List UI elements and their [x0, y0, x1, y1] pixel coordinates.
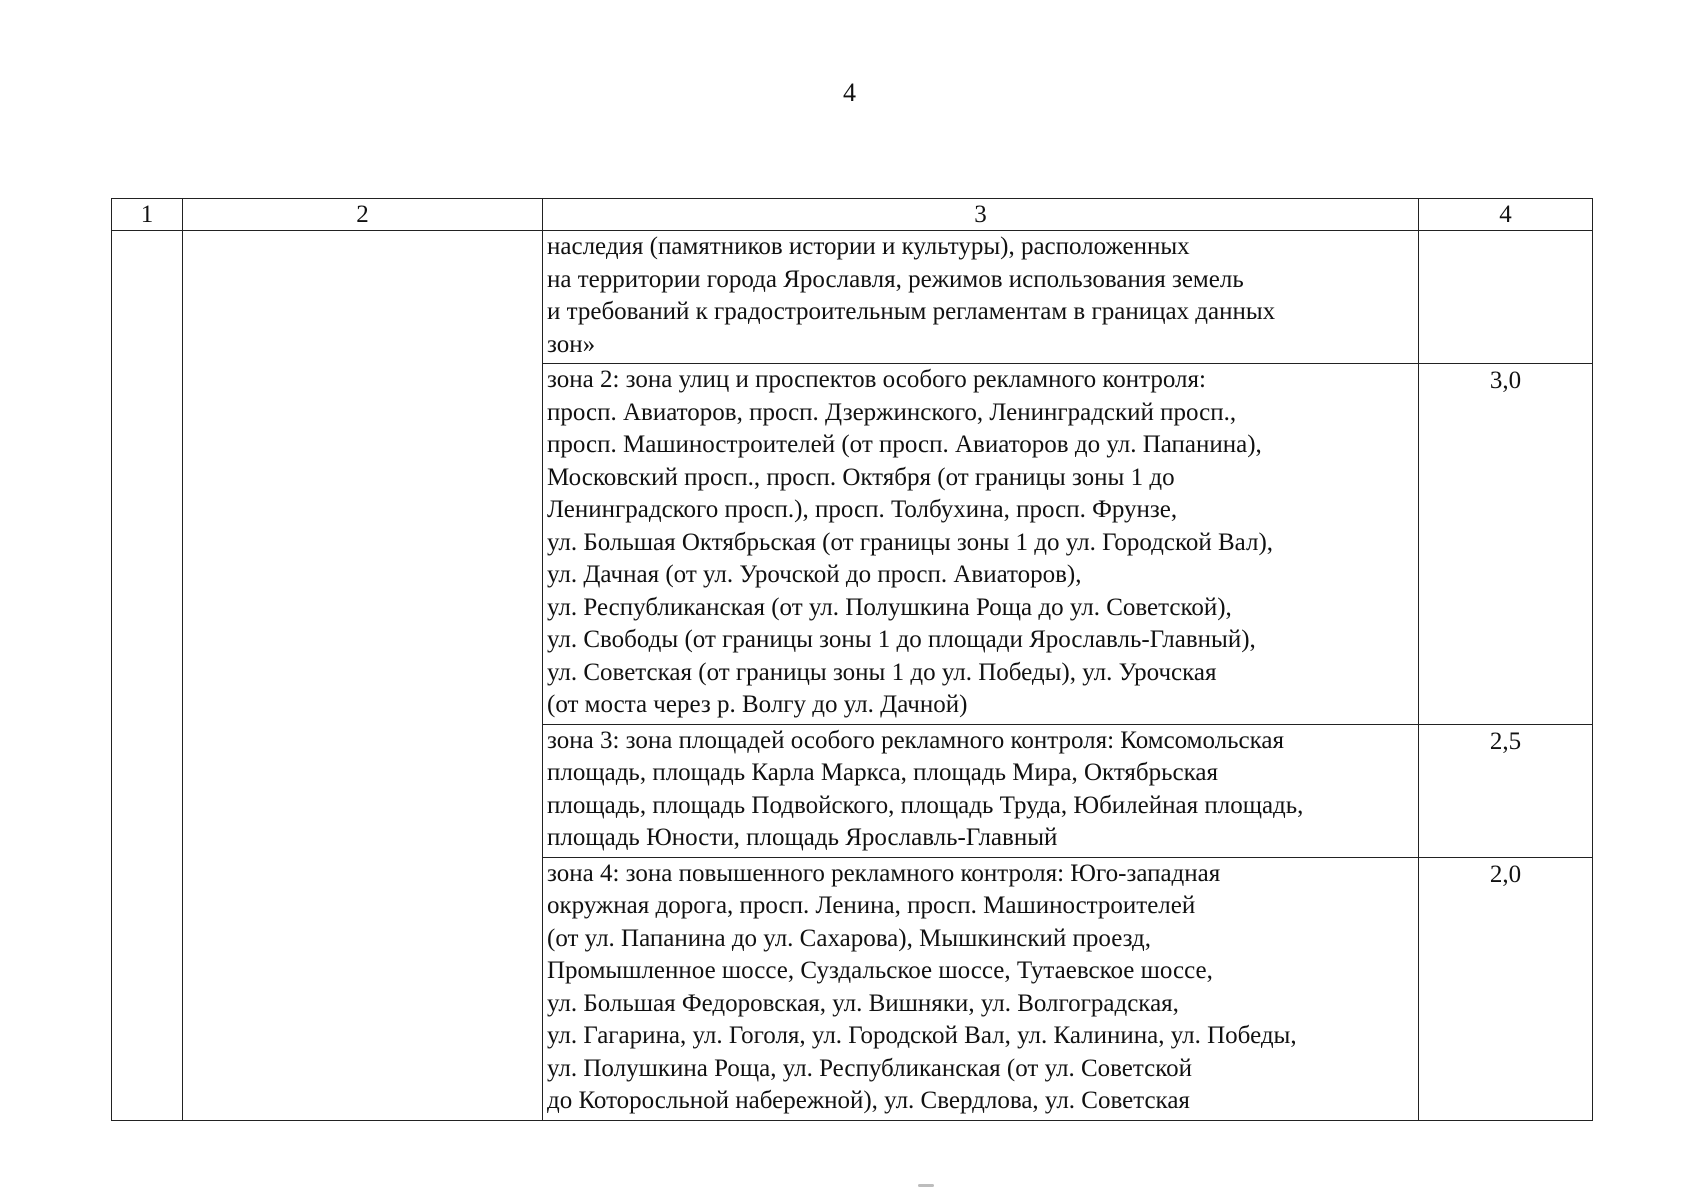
name-cell [183, 231, 543, 1121]
coefficient-value: 3,0 [1489, 367, 1522, 394]
coefficient-cell [1419, 724, 1593, 857]
text-line: ул. Большая Федоровская, ул. Вишняки, ул. Волгоградская, [547, 989, 1179, 1017]
text-line: ул. Свободы (от границы зоны 1 до площади Ярославль-Главный), [547, 626, 1256, 653]
zone-description-cell [543, 364, 1419, 725]
text-line: зона 2: зона улиц и проспектов особого рекламного контроля: [547, 366, 1206, 393]
number-cell [112, 231, 183, 1121]
text-line: окружная дорога, просп. Ленина, просп. Машиностроителей [547, 892, 1196, 919]
text-line: зона 4: зона повышенного рекламного контроля: Юго-западная [547, 859, 1221, 887]
text-line: ул. Советская (от границы зоны 1 до ул. Победы), ул. Урочская [547, 658, 1217, 686]
zone-description-cell [543, 231, 1419, 364]
text-line: (от моста через р. Волгу до ул. Дачной) [547, 691, 968, 718]
coefficient-value: 2,5 [1489, 727, 1522, 755]
text-line: площадь, площадь Карла Маркса, площадь Мира, Октябрьская [547, 759, 1218, 786]
coefficient-cell [1419, 857, 1593, 1120]
text-line: зон» [547, 330, 596, 358]
zone-description [543, 725, 1418, 857]
text-line: Московский просп., просп. Октября (от границы зоны 1 до [547, 463, 1175, 491]
text-line: площадь, площадь Подвойского, площадь Труда, Юбилейная площадь, [547, 791, 1304, 819]
column-number-4: 4 [1419, 199, 1593, 231]
text-line: просп. Авиаторов, просп. Дзержинского, Ленинградский просп., [547, 398, 1237, 426]
text-line: ул. Республиканская (от ул. Полушкина Роща до ул. Советской), [547, 593, 1232, 621]
text-line: ул. Дачная (от ул. Урочской до просп. Авиаторов), [547, 561, 1082, 588]
text-line: площадь Юности, площадь Ярославль-Главный [547, 824, 1058, 851]
text-line: на территории города Ярославля, режимов использования земель [547, 265, 1244, 293]
coefficient-value: 2,0 [1489, 860, 1522, 888]
zone-description [543, 231, 1418, 363]
zone-description [543, 858, 1418, 1120]
scan-artifact [918, 1184, 934, 1187]
page-number: 4 [843, 78, 856, 107]
text-line: просп. Машиностроителей (от просп. Авиаторов до ул. Папанина), [547, 431, 1262, 458]
zone-description [543, 364, 1418, 724]
coefficient-cell [1419, 364, 1593, 725]
text-line: ул. Полушкина Роща, ул. Республиканская (от ул. Советской [547, 1054, 1192, 1082]
table-row [112, 231, 1593, 364]
text-line: наследия (памятников истории и культуры), расположенных [547, 233, 1190, 260]
coefficient-cell [1419, 231, 1593, 364]
text-line: ул. Большая Октябрьская (от границы зоны 1 до ул. Городской Вал), [547, 528, 1274, 556]
text-line: (от ул. Папанина до ул. Сахарова), Мышкинский проезд, [547, 924, 1152, 952]
text-line: до Которосльной набережной), ул. Свердлова, ул. Советская [547, 1087, 1190, 1114]
zones-table [111, 198, 1593, 1121]
column-number-2: 2 [183, 199, 543, 231]
text-line: Ленинградского просп.), просп. Толбухина, просп. Фрунзе, [547, 496, 1178, 523]
table-header-row [112, 199, 1593, 231]
text-line: ул. Гагарина, ул. Гоголя, ул. Городской Вал, ул. Калинина, ул. Победы, [547, 1022, 1297, 1049]
text-line: зона 3: зона площадей особого рекламного контроля: Комсомольская [547, 726, 1285, 754]
column-number-1: 1 [112, 199, 183, 231]
coefficient-value [1419, 231, 1592, 232]
column-number-3: 3 [543, 199, 1419, 231]
text-line: Промышленное шоссе, Суздальское шоссе, Тутаевское шоссе, [547, 957, 1213, 984]
zone-description-cell [543, 857, 1419, 1120]
zone-description-cell [543, 724, 1419, 857]
text-line: и требований к градостроительным регламентам в границах данных [547, 298, 1276, 325]
